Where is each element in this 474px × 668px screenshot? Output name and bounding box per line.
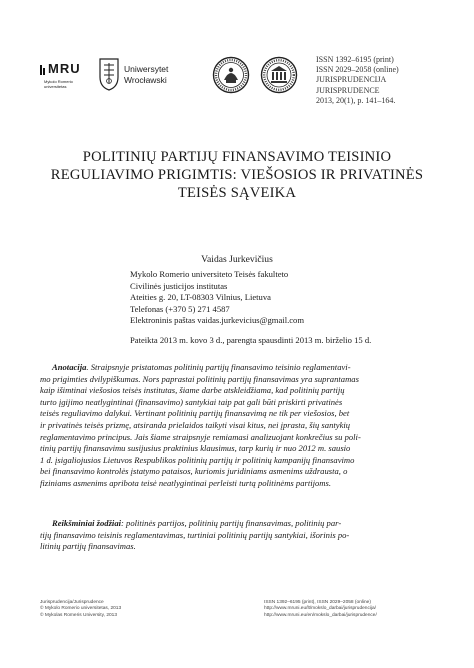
affiliation-line: Mykolo Romerio universiteto Teisės fakulteto	[130, 269, 289, 279]
abstract-text: . Straipsnyje pristatomas politinių partijų finansavimo teisinio reglamentavi-	[86, 362, 351, 372]
wroclaw-text	[124, 64, 168, 86]
footer-line: © Mykolas Romeris University, 2013	[40, 612, 118, 618]
mru-bars-icon	[40, 65, 46, 75]
footer-link[interactable]: http://www.mruni.eu/en/mokslo_darbai/jurisprudence/	[264, 612, 377, 618]
abstract-line: reglamentavimo principus. Jais šiame straipsnyje remiamasi analizuojant konkrečius su poli-	[40, 431, 361, 442]
journal-info-line: JURISPRUDENCE	[316, 85, 380, 95]
paper-title	[40, 148, 434, 202]
submission-dates: Pateikta 2013 m. kovo 3 d., parengta spausdinti 2013 m. birželio 15 d.	[130, 335, 372, 345]
abstract-line: 1 d. įsigaliojusios Lietuvos Respublikos politinių partijų ir politinių kampanijų finansavimo	[40, 454, 355, 465]
university-crest-icon	[98, 57, 120, 91]
abstract-line: ir privatinės teisės prizmę, atsiranda prielaidos taikyti visai kitus, nei įprasta, šių santykių	[40, 419, 351, 430]
wroclaw-line1: Uniwersytet	[124, 64, 169, 74]
journal-info-line: ISSN 2029–2058 (online)	[316, 65, 399, 75]
author-name: Vaidas Jurkevičius	[201, 254, 273, 265]
footer-links	[264, 600, 377, 619]
abstract-line: teisės reguliavimo dalykui. Vertinant politinių partijų finansavimą ne tik per viešosios, bet	[40, 408, 350, 419]
title-line: POLITINIŲ PARTIJŲ FINANSAVIMO TEISINIO	[82, 149, 392, 165]
abstract-line: fiziniams asmenims apribota teisė neatlygintinai perleisti turtą politinėms partijoms.	[40, 477, 331, 488]
logo-row	[40, 53, 300, 99]
mru-caption: Mykolo Romerio universitetas	[44, 79, 73, 89]
footer-line: © Mykolo Romerio universitetas, 2013	[40, 606, 122, 612]
abstract	[40, 362, 436, 490]
wroclaw-line2: Wrocławski	[124, 75, 167, 85]
faculty-seal-icon	[260, 56, 298, 94]
journal-info-line: JURISPRUDENCIJA	[316, 75, 387, 85]
keywords	[40, 518, 436, 553]
footer-copyright	[40, 600, 121, 619]
abstract-line: mo prigimties dvilypiškumas. Nors paprastai politinių partijų finansavimas yra suprantamas	[40, 373, 359, 384]
title-line: REGULIAVIMO PRIGIMTIS: VIEŠOSIOS IR PRIVATINĖS	[50, 167, 424, 183]
footer-line: ISSN 1392–6195 (print), ISSN 2029–2058 (online)	[264, 600, 371, 605]
mru-logo	[40, 59, 86, 93]
abstract-line: kaip išimtinai viešosios teisės institutas, šiame darbe atskleidžiama, kad politinių partijų	[40, 385, 345, 396]
journal-info	[316, 55, 399, 106]
abstract-first-line	[40, 362, 436, 374]
affiliation-line: Ateities g. 20, LT-08303 Vilnius, Lietuva	[130, 292, 271, 303]
journal-info-line: ISSN 1392–6195 (print)	[316, 55, 394, 64]
university-seal-icon	[212, 56, 250, 94]
keywords-first-line	[40, 518, 436, 530]
affiliation-line: Telefonas (+370 5) 271 4587	[130, 303, 230, 314]
keywords-line: tijų finansavimo teisinis reglamentavimas, turtiniai politinių partijų santykiai, išorinis po-	[40, 529, 350, 540]
footer-link[interactable]: http://www.mruni.eu/lt/mokslo_darbai/jurisprudencija/	[264, 606, 376, 612]
abstract-label: Anotacija	[52, 362, 87, 372]
mru-mark: MRU	[48, 61, 81, 76]
footer-line: Jurisprudencija/Jurisprudence	[40, 600, 104, 605]
abstract-line: turto įgijimo neatlygintinai (finansavimo) santykiai taip pat gali būti priskirti privatinės	[40, 396, 343, 407]
keywords-text: : politinės partijos, politinių partijų finansavimas, politinių par-	[121, 518, 342, 528]
journal-info-line: 2013, 20(1), p. 141–164.	[316, 95, 396, 105]
affiliation-line: Civilinės justicijos institutas	[130, 280, 228, 291]
keywords-line: litinių partijų finansavimas.	[40, 541, 136, 552]
abstract-line: bei finansavimo kontrolės įstatymo pataisos, kuriomis juridiniams asmenims uždrausta, o	[40, 466, 348, 477]
title-line: TEISĖS SĄVEIKA	[177, 185, 297, 201]
wroclaw-logo	[98, 55, 194, 97]
keywords-label: Reikšminiai žodžiai	[52, 518, 122, 528]
abstract-line: tinių partijų finansavimu susijusius praktinius klausimus, tarp kurių ir nuo 2012 m. sausio	[40, 443, 351, 454]
affiliation	[130, 269, 304, 327]
affiliation-email: Elektroninis paštas vaidas.jurkevicius@gmail.com	[130, 315, 305, 326]
